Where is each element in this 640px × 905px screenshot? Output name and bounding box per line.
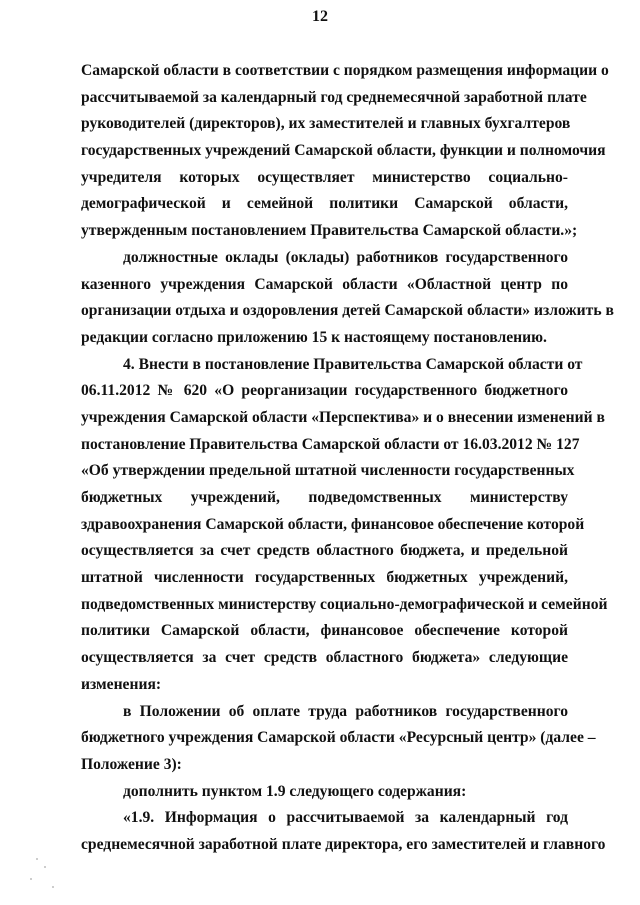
- text-line: демографической и семейной политики Самарской области,: [81, 195, 568, 213]
- text-line: 06.11.2012 № 620 «О реорганизации государственного бюджетного: [81, 382, 568, 400]
- text-line: руководителей (директоров), их заместителей и главных бухгалтеров: [81, 115, 571, 133]
- page-number: 12: [312, 8, 328, 25]
- scan-artifact: [44, 866, 46, 868]
- text-line: осуществляется за счет средств областного бюджета» следующие: [81, 649, 568, 667]
- text-line: бюджетных учреждений, подведомственных министерству: [81, 489, 568, 506]
- text-line: учредителя которых осуществляет министерство социально-: [81, 168, 568, 186]
- text-line: среднемесячной заработной плате директора, его заместителей и главного: [81, 835, 606, 853]
- text-line: казенного учреждения Самарской области «Областной центр по: [81, 275, 568, 293]
- text-line: Самарской области в соответствии с порядком размещения информации о: [81, 62, 609, 79]
- text-line: политики Самарской области, финансовое обеспечение которой: [81, 622, 568, 640]
- text-line: рассчитываемой за календарный год среднемесячной заработной плате: [81, 88, 587, 106]
- text-line: учреждения Самарской области «Перспектива» и о внесении изменений в: [81, 408, 605, 426]
- scan-artifact: [52, 886, 54, 888]
- scan-artifact: [36, 858, 38, 860]
- text-line: здравоохранения Самарской области, финансовое обеспечение которой: [81, 515, 585, 533]
- text-line: постановление Правительства Самарской области от 16.03.2012 № 127: [81, 435, 580, 453]
- text-line: дополнить пунктом 1.9 следующего содержания:: [123, 782, 467, 800]
- text-line: Положение 3):: [81, 755, 182, 773]
- text-line: «Об утверждении предельной штатной численности государственных: [81, 462, 575, 480]
- text-line: в Положении об оплате труда работников государственного: [123, 702, 568, 720]
- text-line: организации отдыха и оздоровления детей Самарской области» изложить в: [81, 302, 614, 320]
- text-line: изменения:: [81, 675, 162, 693]
- text-line: редакции согласно приложению 15 к настоящему постановлению.: [81, 328, 547, 346]
- text-line: должностные оклады (оклады) работников государственного: [123, 248, 568, 266]
- text-line: утвержденным постановлением Правительства Самарской области.»;: [81, 222, 578, 240]
- body-text: [81, 58, 614, 859]
- text-line: подведомственных министерству социально-демографической и семейной: [81, 595, 608, 613]
- text-line: бюджетного учреждения Самарской области «Ресурсный центр» (далее –: [81, 729, 596, 747]
- text-line: 4. Внести в постановление Правительства Самарской области от: [123, 355, 583, 373]
- text-line: осуществляется за счет средств областного бюджета, и предельной: [81, 542, 568, 560]
- text-line: государственных учреждений Самарской области, функции и полномочия: [81, 142, 606, 160]
- text-line: «1.9. Информация о рассчитываемой за календарный год: [123, 809, 568, 827]
- text-line: штатной численности государственных бюджетных учреждений,: [81, 569, 568, 587]
- scan-artifact: [30, 878, 32, 880]
